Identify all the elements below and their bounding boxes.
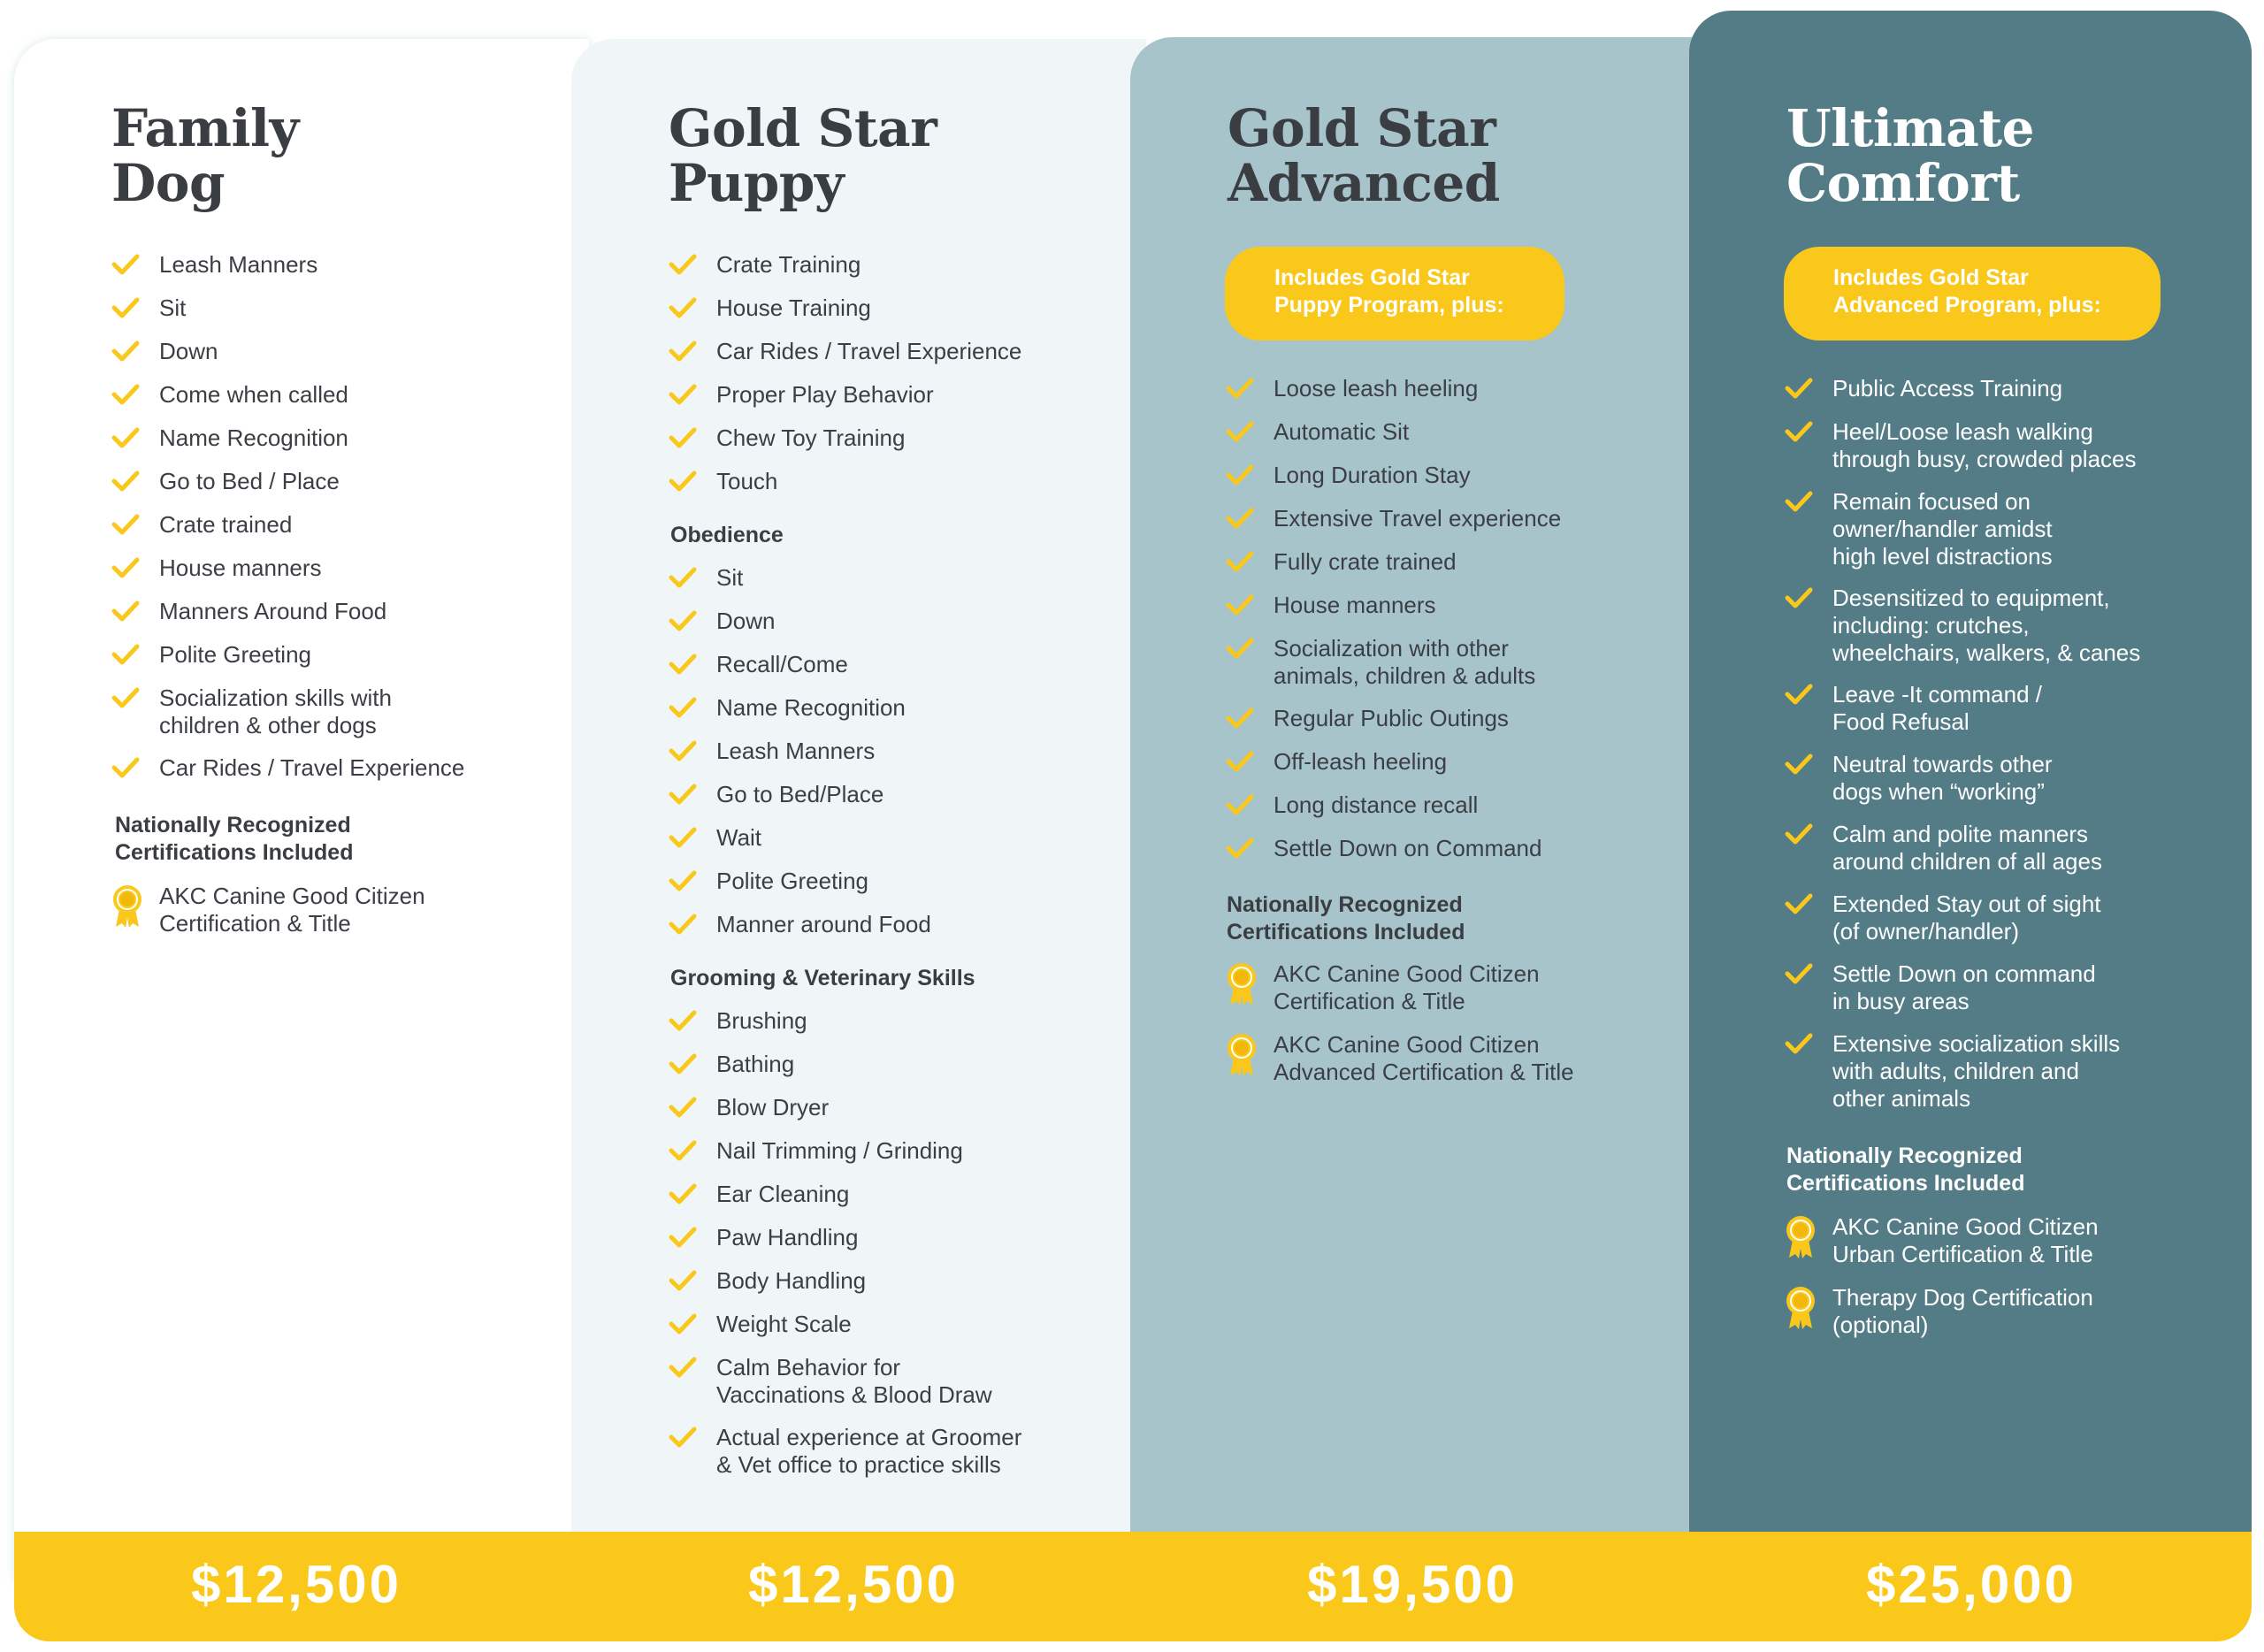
feature-item xyxy=(669,1224,858,1251)
feature-item xyxy=(1785,891,2101,945)
feature-item xyxy=(1226,792,1478,819)
feature-label: Long Duration Stay xyxy=(1274,462,1471,488)
check-icon xyxy=(669,565,697,590)
feature-label: Fully crate trained xyxy=(1274,548,1457,575)
feature-item xyxy=(1226,375,1478,402)
check-icon xyxy=(111,252,140,277)
check-icon xyxy=(1226,506,1254,531)
feature-item xyxy=(1226,635,1535,690)
check-icon xyxy=(669,295,697,320)
feature-item xyxy=(669,468,777,495)
plan-card-gold-star-advanced xyxy=(1130,37,1705,1581)
check-icon xyxy=(669,1225,697,1250)
feature-item xyxy=(1785,1030,2120,1113)
certification-label: AKC Canine Good Citizen Certification & Title xyxy=(159,883,425,937)
feature-label: Weight Scale xyxy=(716,1311,852,1337)
feature-item xyxy=(669,651,848,678)
certification-label: AKC Canine Good Citizen Advanced Certification & Title xyxy=(1274,1031,1574,1085)
feature-label: Bathing xyxy=(716,1051,795,1077)
feature-item xyxy=(669,564,743,592)
feature-label: Wait xyxy=(716,824,762,851)
feature-label: Polite Greeting xyxy=(159,641,311,668)
feature-item xyxy=(1226,748,1447,776)
feature-item xyxy=(669,1007,807,1035)
feature-label: Extended Stay out of sight (of owner/handler) xyxy=(1832,891,2101,945)
medal-icon xyxy=(1785,1215,1817,1259)
plan-title: Ultimate Comfort xyxy=(1786,98,2035,213)
certification-label: Therapy Dog Certification (optional) xyxy=(1832,1284,2093,1338)
feature-item xyxy=(1785,751,2053,806)
check-icon xyxy=(1226,419,1254,444)
check-icon xyxy=(111,295,140,320)
check-icon xyxy=(669,339,697,363)
check-icon xyxy=(111,339,140,363)
feature-item xyxy=(1785,585,2140,667)
feature-label: Desensitized to equipment, including: crutches, wheelchairs, walkers, & canes xyxy=(1832,585,2141,666)
feature-item xyxy=(1785,375,2062,402)
certification-item xyxy=(1785,1213,2099,1268)
feature-item xyxy=(669,781,883,808)
medal-icon xyxy=(111,884,143,929)
feature-label: House manners xyxy=(159,554,322,581)
feature-label: Leave -It command / Food Refusal xyxy=(1832,681,2042,735)
feature-label: Paw Handling xyxy=(716,1224,859,1250)
check-icon xyxy=(669,1008,697,1033)
feature-label: Car Rides / Travel Experience xyxy=(716,338,1022,364)
feature-label: Socialization with other animals, children & adults xyxy=(1274,635,1536,689)
certification-item xyxy=(1226,960,1540,1015)
check-icon xyxy=(669,782,697,807)
check-icon xyxy=(1785,419,1813,444)
certification-label: AKC Canine Good Citizen Certification & Title xyxy=(1274,960,1540,1014)
check-icon xyxy=(669,912,697,937)
check-icon xyxy=(669,252,697,277)
feature-label: Heel/Loose leash walking through busy, crowded places xyxy=(1832,418,2137,472)
feature-label: Actual experience at Groomer & Vet office to practice skills xyxy=(716,1424,1022,1478)
check-icon xyxy=(669,1138,697,1163)
feature-item xyxy=(669,338,1021,365)
feature-label: Down xyxy=(716,608,776,634)
includes-badge: Includes Gold Star Puppy Program, plus: xyxy=(1225,247,1564,340)
check-icon xyxy=(669,825,697,850)
feature-item xyxy=(1226,462,1471,489)
check-icon xyxy=(1226,636,1254,661)
feature-label: Body Handling xyxy=(716,1267,867,1294)
check-icon xyxy=(111,425,140,450)
feature-item xyxy=(1785,681,2042,736)
check-icon xyxy=(1785,822,1813,846)
feature-label: Come when called xyxy=(159,381,348,408)
price-ultimate-comfort: $25,000 xyxy=(1866,1555,2077,1614)
feature-item xyxy=(669,1051,794,1078)
medal-icon xyxy=(1785,1286,1817,1330)
check-icon xyxy=(669,1052,697,1076)
feature-label: Sit xyxy=(716,564,744,591)
feature-item xyxy=(111,511,292,539)
feature-label: Touch xyxy=(716,468,778,494)
feature-label: Settle Down on command in busy areas xyxy=(1832,960,2096,1014)
feature-item xyxy=(1785,488,2053,570)
feature-label: Blow Dryer xyxy=(716,1094,830,1120)
plan-card-ultimate-comfort xyxy=(1689,11,2252,1581)
includes-badge: Includes Gold Star Advanced Program, plus: xyxy=(1784,247,2161,340)
feature-item xyxy=(111,338,218,365)
plan-card-family-dog xyxy=(14,39,589,1581)
certification-item xyxy=(111,883,425,937)
certifications-heading: Nationally Recognized Certifications Included xyxy=(115,813,354,865)
feature-item xyxy=(669,608,775,635)
feature-label: Car Rides / Travel Experience xyxy=(159,754,465,781)
medal-icon xyxy=(1226,962,1258,1006)
plan-title: Family Dog xyxy=(111,98,299,213)
check-icon xyxy=(669,608,697,633)
check-icon xyxy=(669,652,697,677)
feature-label: Calm Behavior for Vaccinations & Blood Draw xyxy=(716,1354,992,1408)
grooming-heading: Grooming & Veterinary Skills xyxy=(670,966,975,990)
feature-label: Name Recognition xyxy=(159,424,348,451)
check-icon xyxy=(1226,593,1254,617)
plan-title: Gold Star Puppy xyxy=(669,98,937,213)
check-icon xyxy=(111,755,140,780)
check-icon xyxy=(111,599,140,623)
feature-label: Go to Bed/Place xyxy=(716,781,884,807)
obedience-heading: Obedience xyxy=(670,523,784,547)
check-icon xyxy=(111,642,140,667)
feature-item xyxy=(669,868,868,895)
price-gold-star-advanced: $19,500 xyxy=(1307,1555,1518,1614)
check-icon xyxy=(669,1312,697,1336)
check-icon xyxy=(1785,1031,1813,1056)
feature-label: Extensive Travel experience xyxy=(1274,505,1562,532)
certification-item xyxy=(1226,1031,1574,1086)
certifications-heading: Nationally Recognized Certifications Included xyxy=(1227,892,1465,945)
feature-item xyxy=(1785,960,2096,1015)
check-icon xyxy=(1785,376,1813,401)
check-icon xyxy=(669,382,697,407)
feature-label: Crate trained xyxy=(159,511,293,538)
feature-item xyxy=(669,251,860,279)
feature-label: Crate Training xyxy=(716,251,861,278)
feature-label: Polite Greeting xyxy=(716,868,868,894)
check-icon xyxy=(1226,549,1254,574)
feature-label: Chew Toy Training xyxy=(716,424,906,451)
plan-card-gold-star-puppy xyxy=(571,39,1146,1581)
feature-item xyxy=(111,754,464,782)
check-icon xyxy=(669,425,697,450)
feature-label: Ear Cleaning xyxy=(716,1181,850,1207)
feature-item xyxy=(111,468,340,495)
check-icon xyxy=(669,1182,697,1206)
medal-icon xyxy=(1226,1033,1258,1077)
feature-label: Go to Bed / Place xyxy=(159,468,340,494)
check-icon xyxy=(669,738,697,763)
feature-item xyxy=(111,294,186,322)
feature-label: Name Recognition xyxy=(716,694,906,721)
check-icon xyxy=(1785,489,1813,514)
feature-item xyxy=(669,294,871,322)
feature-item xyxy=(111,685,392,739)
certifications-heading: Nationally Recognized Certifications Included xyxy=(1786,1143,2025,1196)
check-icon xyxy=(1226,792,1254,817)
check-icon xyxy=(669,1268,697,1293)
feature-label: Public Access Training xyxy=(1832,375,2063,402)
feature-item xyxy=(669,738,875,765)
check-icon xyxy=(669,1425,697,1449)
feature-label: Manners Around Food xyxy=(159,598,387,624)
check-icon xyxy=(669,868,697,893)
feature-item xyxy=(1226,505,1561,532)
feature-label: Long distance recall xyxy=(1274,792,1479,818)
feature-label: Loose leash heeling xyxy=(1274,375,1479,402)
feature-label: Recall/Come xyxy=(716,651,848,677)
price-family-dog: $12,500 xyxy=(191,1555,402,1614)
feature-item xyxy=(669,381,934,409)
feature-item xyxy=(669,824,761,852)
check-icon xyxy=(1226,706,1254,730)
feature-item xyxy=(111,424,348,452)
check-icon xyxy=(1226,376,1254,401)
feature-item xyxy=(669,424,905,452)
feature-label: Sit xyxy=(159,294,187,321)
feature-item xyxy=(669,1267,866,1295)
feature-label: Down xyxy=(159,338,218,364)
feature-item xyxy=(669,694,906,722)
feature-label: Remain focused on owner/handler amidst high level distractions xyxy=(1832,488,2053,570)
feature-item xyxy=(1226,835,1541,862)
feature-label: Proper Play Behavior xyxy=(716,381,934,408)
feature-item xyxy=(111,381,348,409)
feature-item xyxy=(669,1354,992,1409)
check-icon xyxy=(1226,836,1254,860)
feature-item xyxy=(111,554,322,582)
check-icon xyxy=(111,685,140,710)
check-icon xyxy=(111,512,140,537)
feature-item xyxy=(669,1137,963,1165)
check-icon xyxy=(1785,585,1813,610)
feature-label: Calm and polite manners around children of all ages xyxy=(1832,821,2102,875)
check-icon xyxy=(111,469,140,493)
check-icon xyxy=(1785,682,1813,707)
check-icon xyxy=(669,1355,697,1380)
feature-item xyxy=(669,1311,852,1338)
feature-label: Settle Down on Command xyxy=(1274,835,1542,861)
feature-label: Brushing xyxy=(716,1007,807,1034)
certification-label: AKC Canine Good Citizen Urban Certification & Title xyxy=(1832,1213,2099,1267)
feature-item xyxy=(669,1181,849,1208)
feature-label: Socialization skills with children & other dogs xyxy=(159,685,392,738)
feature-item xyxy=(111,598,386,625)
check-icon xyxy=(669,1095,697,1120)
feature-label: Leash Manners xyxy=(716,738,876,764)
feature-item xyxy=(111,641,311,669)
feature-label: Leash Manners xyxy=(159,251,318,278)
feature-item xyxy=(1226,548,1457,576)
feature-label: Nail Trimming / Grinding xyxy=(716,1137,963,1164)
check-icon xyxy=(1785,891,1813,916)
certification-item xyxy=(1785,1284,2093,1339)
feature-label: House manners xyxy=(1274,592,1436,618)
feature-label: Regular Public Outings xyxy=(1274,705,1509,731)
feature-label: Neutral towards other dogs when “working” xyxy=(1832,751,2053,805)
feature-item xyxy=(111,251,317,279)
feature-label: Off-leash heeling xyxy=(1274,748,1448,775)
check-icon xyxy=(669,695,697,720)
check-icon xyxy=(111,382,140,407)
feature-item xyxy=(669,911,931,938)
check-icon xyxy=(669,469,697,493)
feature-item xyxy=(1785,418,2137,473)
check-icon xyxy=(1226,463,1254,487)
feature-label: Automatic Sit xyxy=(1274,418,1410,445)
check-icon xyxy=(1785,961,1813,986)
feature-item xyxy=(669,1424,1021,1479)
check-icon xyxy=(1785,752,1813,776)
feature-item xyxy=(1226,418,1409,446)
feature-item xyxy=(1785,821,2102,876)
feature-item xyxy=(669,1094,829,1121)
check-icon xyxy=(111,555,140,580)
feature-label: Extensive socialization skills with adults, children and other animals xyxy=(1832,1030,2121,1112)
feature-item xyxy=(1226,592,1436,619)
check-icon xyxy=(1226,749,1254,774)
price-gold-star-puppy: $12,500 xyxy=(748,1555,959,1614)
feature-label: House Training xyxy=(716,294,871,321)
plan-title: Gold Star Advanced xyxy=(1228,98,1500,213)
feature-label: Manner around Food xyxy=(716,911,931,937)
feature-item xyxy=(1226,705,1509,732)
